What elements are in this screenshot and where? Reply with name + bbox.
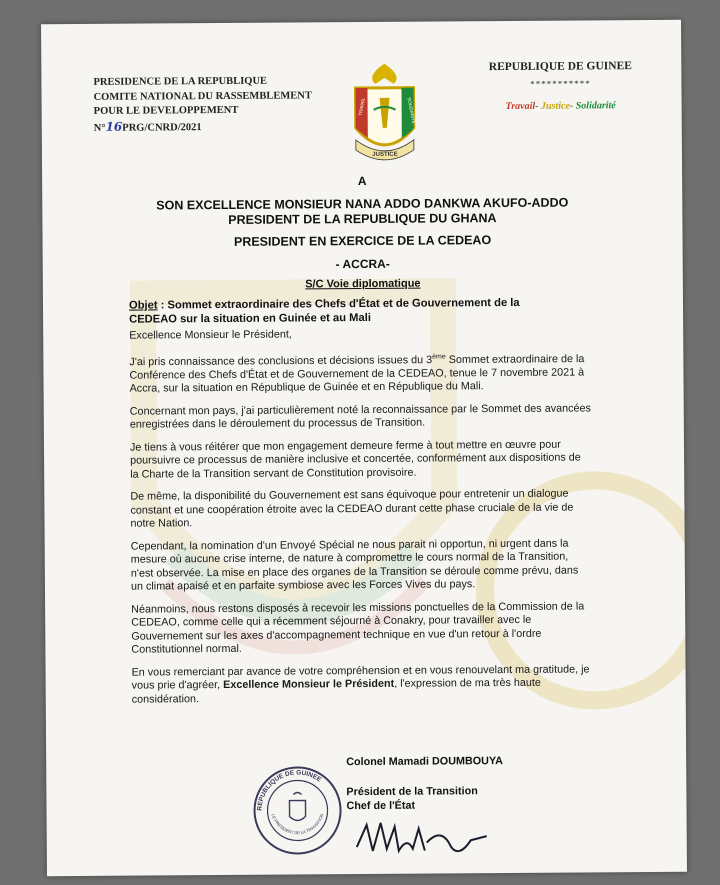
paragraph-7: [132, 663, 594, 707]
motto-work: Travail: [505, 100, 536, 113]
ordinal-suffix: ème: [432, 352, 446, 361]
motto-justice: Justice: [540, 100, 570, 112]
svg-text:LE PRESIDENT DE LA TRANSITION: [271, 813, 325, 836]
stamp-inner-text: LE PRESIDENT DE LA TRANSITION: [270, 812, 325, 836]
reference-suffix: PRG/CNRD/2021: [122, 121, 202, 134]
addressee-block: [42, 195, 682, 229]
letter-body: [129, 326, 594, 715]
handwritten-signature-icon: [347, 806, 497, 867]
addressee-name: SON EXCELLENCE MONSIEUR NANA ADDO DANKWA AKUFO-ADDO: [156, 195, 569, 213]
reference-prefix: N°: [93, 122, 106, 134]
stars-divider: ***********: [530, 78, 591, 89]
motto-solidarity: Solidarité: [575, 100, 616, 112]
subject-label: Objet: [128, 299, 158, 312]
paragraph-4: De même, la disponibilité du Gouvernement est sans équivoque pour entretenir un dialogue constant et une coopération étroite avec la CEDEAO durant cette phase cruciale de la vie de notre Nation.: [130, 487, 574, 530]
signatory-role: Président de la Transition: [346, 785, 478, 799]
country-header: [485, 60, 635, 112]
paragraph-1: [129, 349, 591, 396]
addressee-city: - ACCRA-: [335, 256, 390, 272]
official-stamp-icon: [251, 764, 344, 857]
national-motto: Travail- Justice- Solidarité: [505, 100, 616, 113]
letter-subject: [129, 296, 569, 327]
issuer-line-3: POUR LE DEVELOPPEMENT: [93, 104, 239, 117]
paragraph-6: Néanmoins, nous restons disposés à recevoir les missions ponctuelles de la Commission de la CEDEAO, comme celle qui a récemment séjourné à Conakry, pour travailler avec le Gouvernement sur les axes d'accompagnement technique en vue d'un retour à l'ordre Constitutionnel normal.: [131, 600, 585, 656]
signatory-name: Colonel Mamadi DOUMBOUYA: [346, 755, 504, 769]
addressee-role: PRESIDENT EN EXERCICE DE LA CEDEAO: [233, 233, 492, 249]
issuer-line-1: PRESIDENCE DE LA REPUBLIQUE: [93, 75, 268, 88]
addressee-title: PRESIDENT DE LA REPUBLIQUE DU GHANA: [228, 211, 497, 227]
signature-block: [346, 754, 503, 813]
stamp-outer-text: REPUBLIQUE DE GUINEE: [256, 769, 323, 811]
salutation: Excellence Monsieur le Président,: [129, 328, 292, 342]
emblem-left-text: TRAVAIL: [357, 97, 366, 117]
closing-start: En vous remerciant par avance de votre compréhension et en vous renouvelant ma gratitude, je vous prie d'agréer,: [131, 663, 590, 692]
emblem-right-text: SOLIDARITE: [406, 96, 417, 125]
letter-page: [41, 20, 687, 876]
emblem-bottom-text: JUSTICE: [372, 151, 398, 158]
closing-end: , l'expression de ma très haute considération.: [131, 676, 541, 706]
subject-text: : Sommet extraordinaire des Chefs d'État et de Gouvernement de la CEDEAO sur la situation en Guinée et au Mali: [129, 296, 520, 326]
paragraph-2: Concernant mon pays, j'ai particulièrement noté la reconnaissance par le Sommet des avancées enregistrées dans le déroulement du processus de Transition.: [129, 402, 591, 431]
issuer-line-2: COMITE NATIONAL DU RASSEMBLEMENT: [93, 89, 312, 103]
addressee-prefix: A: [357, 173, 367, 189]
reference-handwritten: 16: [105, 119, 123, 134]
paragraph-1-start: J'ai pris connaissance des conclusions et décisions issues du 3: [129, 353, 433, 368]
closing-honorific: Excellence Monsieur le Président: [223, 677, 395, 692]
paragraph-3: Je tiens à vous réitérer que mon engagement demeure ferme à tout mettre en œuvre pour poursuivre ce processus de manière inclusive et concertée, conformément aux dispositions de la Charte de la Transition servant de Constitution provisoire.: [129, 438, 581, 481]
paragraph-5: Cependant, la nomination d'un Envoyé Spécial ne nous parait ni opportun, ni urgent dans la mesure où aucune crise interne, de nature à compromettre le cours normal de la Transition, n'est observée. La mise en place des organes de la Transition se déroule comme prévu, dans un climat apaisé et en parfaite symbiose avec les Forces Vives du pays.: [130, 537, 579, 593]
delivery-channel: S/C Voie diplomatique: [305, 277, 421, 291]
paragraph-1-end: Sommet extraordinaire de la Conférence des Chefs d'État et de Gouvernement de la CEDEAO, tenue le 7 novembre 2021 à Accra, sur la situation en République de Guinée et en République du Mali.: [129, 352, 585, 395]
reference-number: [94, 118, 312, 136]
country-name: REPUBLIQUE DE GUINEE: [488, 60, 632, 74]
signatory-office: Chef de l'État: [346, 799, 416, 813]
guinea-coat-of-arms-icon: [341, 58, 428, 169]
issuer-header: [93, 74, 312, 136]
